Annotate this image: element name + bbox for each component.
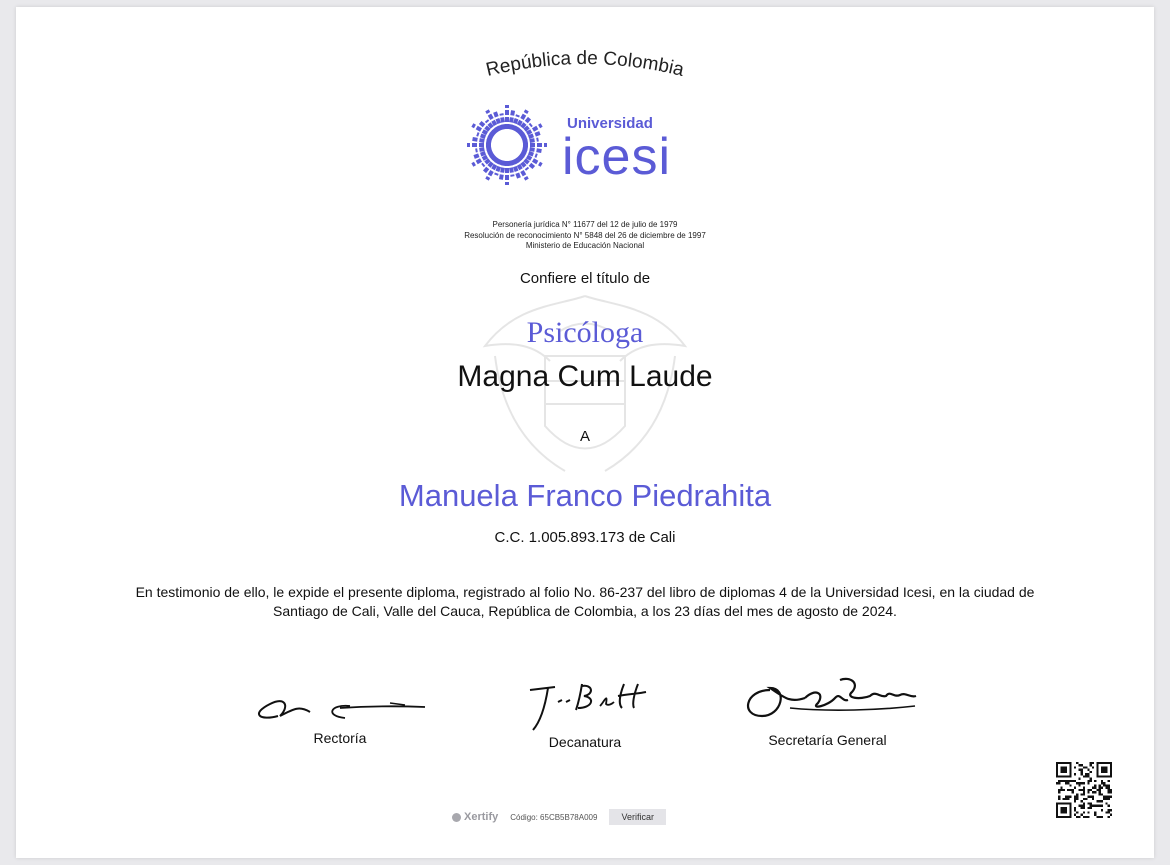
legal-info [0, 220, 1170, 252]
verification-code: Código: 65CB5B78A009 [510, 812, 598, 822]
sunburst-icon [467, 105, 547, 185]
to-word: A [579, 428, 590, 445]
confiere-text: Confiere el título de [519, 270, 651, 287]
signature-2-icon [500, 672, 670, 732]
degree-title: Psicóloga [526, 316, 644, 349]
recipient-name: Manuela Franco Piedrahita [398, 478, 772, 513]
recipient-id: C.C. 1.005.893.173 de Cali [494, 529, 676, 546]
logo-big-text: icesi [562, 128, 672, 186]
qr-code-icon[interactable] [1056, 762, 1112, 818]
signature-decanatura [500, 672, 670, 750]
logo-small-text: Universidad [567, 115, 653, 132]
signature-role: Secretaría General [768, 732, 887, 748]
xertify-brand [452, 811, 498, 823]
honor-title: Magna Cum Laude [457, 360, 713, 393]
signature-rectoria [240, 676, 440, 746]
legal-line: Personería jurídica N° 11677 del 12 de julio de 1979 [492, 220, 678, 229]
country-heading [480, 38, 690, 84]
legal-line: Resolución de reconocimiento N° 5848 del 26 de diciembre de 1997 [464, 230, 706, 240]
xertify-label: Xertify [464, 811, 499, 823]
university-logo [462, 100, 712, 192]
xertify-logo-icon [452, 813, 461, 822]
legal-line: Ministerio de Educación Nacional [525, 241, 645, 250]
svg-text:República de Colombia: República de Colombia [484, 47, 686, 81]
signature-1-icon [240, 676, 440, 728]
verification-footer [452, 809, 666, 825]
signature-role: Decanatura [548, 734, 622, 750]
verify-button[interactable]: Verificar [609, 809, 666, 825]
testimony-paragraph: En testimonio de ello, le expide el presente diploma, registrado al folio No. 86-237 del libro de diplomas 4 de la Universidad Icesi, en la ciudad de Santiago de Cali, Valle del Cauca, República de Colombia, a los 23 días del mes de agosto de 2024. [135, 584, 1035, 619]
signature-role: Rectoría [313, 730, 367, 746]
signature-secretaria [730, 668, 925, 748]
signature-3-icon [730, 668, 925, 730]
